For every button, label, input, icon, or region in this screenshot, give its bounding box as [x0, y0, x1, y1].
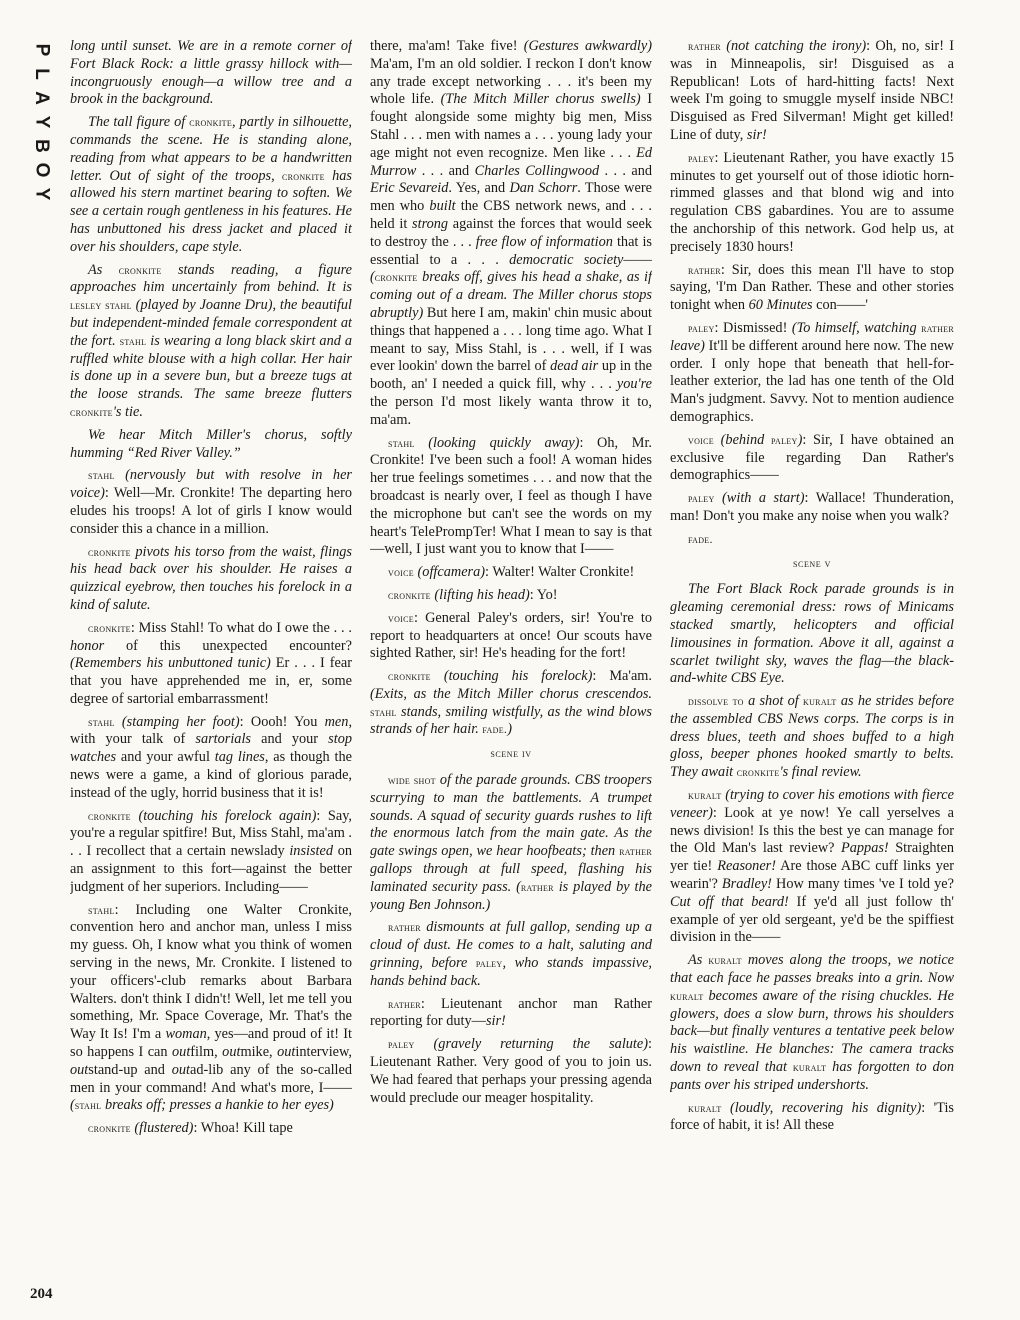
paragraph: stahl (stamping her foot): Oooh! You men, with your talk of sartorials and your stop watches and your awful tag lines, as though the news were a game, a kind of glorious parade, instead of the ugly, horrid business that it is! — [70, 713, 352, 801]
paragraph: voice: General Paley's orders, sir! You're to report to headquarters at once! Our scouts have sighted Rather, sir! He's heading for the fort! — [370, 609, 652, 662]
paragraph: paley (with a start): Wallace! Thunderation, man! Don't you make any noise when you walk? — [670, 490, 954, 524]
paragraph: As kuralt moves along the troops, we notice that each face he passes breaks into a grin. Now kuralt becomes aware of the rising chuckles. He glowers, does a slow burn, throws his shoulders back—but finally ventures a tentative peek below his waistline. He blanches: The camera tracks down to reveal that kuralt has forgotten to don pants over his striped undershorts. — [670, 952, 954, 1093]
masthead-letter: P — [31, 43, 52, 57]
paragraph: rather: Lieutenant anchor man Rather reporting for duty—sir! — [370, 995, 652, 1030]
masthead-letter: B — [30, 139, 52, 153]
paragraph: We hear Mitch Miller's chorus, softly humming “Red River Valley.” — [70, 426, 352, 461]
paragraph: stahl: Including one Walter Cronkite, convention hero and anchor man, unless I miss my guess. Oh, I know what you think of women serving in the news, Mr. Cronkite. I listened to your officers'-club remarks about Barbara Walters. don't think I didn't! Well, let me tell you something, Mr. Space Coverage, Mr. That's the Way It Is! I'm a woman, yes—and proud of it! It so happens I can outfilm, outmike, outinterview, outstand-up and outad-lib any of the so-called men in your command! And what's more, I—— (stahl breaks off; presses a hankie to her eyes) — [70, 901, 352, 1114]
scene-heading: scene v — [792, 557, 832, 570]
paragraph: fade. — [688, 531, 713, 546]
paragraph: stahl (nervously but with resolve in her voice): Well—Mr. Cronkite! The departing hero eludes his troops! A lot of girls I know would consider this a chance in a million. — [70, 467, 352, 537]
paragraph: The tall figure of cronkite, partly in silhouette, commands the scene. He is standing alone, reading from what appears to be a handwritten letter. Out of sight of the troops, cronkite has allowed his stern martinet bearing to soften. We see a certain rough gentleness in his features. He has unbuttoned his dress jacket and placed it over his shoulders, cape style. — [70, 114, 352, 255]
paragraph: kuralt (trying to cover his emotions with fierce veneer): Look at ye now! Ye call yerselves a news division! Is this the best ye can manage for the Old Man's last review? Pappas! Straighten yer tie! Reasoner! Are those ABC cuff links yer wearin'? Bradley! How many times 've I told ye? Cut off that beard! If ye'd all just follow th' example of yer old sergeant, ye'd be the spiffiest division in the—— — [670, 787, 954, 946]
masthead-letter: Y — [31, 115, 52, 129]
masthead-letter: Y — [31, 187, 52, 201]
paragraph: rather: Sir, does this mean I'll have to stop saying, 'I'm Dan Rather. These and other stories tonight when 60 Minutes con——' — [670, 261, 954, 314]
paragraph: dissolve to a shot of kuralt as he strides before the assembled CBS News corps. The corps is in dress blues, teeth and shoes buffed to a high gloss, beeper phones hooked smartly to belts. They await cronkite's final review. — [670, 693, 954, 781]
paragraph: cronkite (flustered): Whoa! Kill tape — [88, 1120, 293, 1137]
paragraph: cronkite: Miss Stahl! To what do I owe the . . . honor of this unexpected encounter? (Remembers his unbuttoned tunic) Er . . . I fear that you have apprehended me in, er, some degree of sartorial embarrassment! — [70, 619, 352, 707]
paragraph: stahl (looking quickly away): Oh, Mr. Cronkite! I've been such a fool! A woman hides her true feelings sometimes . . . and now that the broadcast is nearly over, I feel as though I have the microphone but can't see the words on my heart's TelePrompTer! What I mean to say is that—well, I just want you to know that I—— — [370, 434, 652, 558]
paragraph: paley: Lieutenant Rather, you have exactly 15 minutes to get yourself out of those idiotic horn-rimmed glasses and that blond wig and into regulation CBS gabardines. You are to assume the anchorship of this network. God help us, at precisely 1830 hours! — [670, 149, 954, 255]
paragraph: kuralt (loudly, recovering his dignity): 'Tis force of habit, it is! All these — [670, 1099, 954, 1134]
paragraph: voice (offcamera): Walter! Walter Cronkite! — [388, 564, 635, 581]
paragraph: cronkite pivots his torso from the waist, flings his head back over his shoulder. He raises a quizzical eyebrow, then touches his forelock in a kind of salute. — [70, 543, 352, 613]
masthead — [28, 38, 54, 206]
scene-heading: scene iv — [490, 748, 532, 761]
paragraph: The Fort Black Rock parade grounds is in gleaming ceremonial dress: rows of Minicams stacked smartly, helicopters and official limousines in formation. Above it all, against a scarlet twilight sky, waves the flag—the black-and-white CBS Eye. — [670, 581, 954, 687]
paragraph: As cronkite stands reading, a figure approaches him uncertainly from behind. It is lesley stahl (played by Joanne Dru), the beautiful but independent-minded female correspondent at the fort. stahl is wearing a long black skirt and a ruffled white blouse with a high collar. Her hair is done up in a severe bun, but a breeze tugs at the loose strands. The same breeze flutters cronkite's tie. — [70, 261, 352, 420]
page-number: 204 — [30, 1286, 53, 1302]
masthead-letter: A — [30, 91, 52, 105]
paragraph: long until sunset. We are in a remote corner of Fort Black Rock: a little grassy hillock with—incongruously enough—a willow tree and a brook in the background. — [70, 38, 352, 108]
column-1 — [70, 38, 352, 1308]
paragraph: there, ma'am! Take five! (Gestures awkwardly) Ma'am, I'm an old soldier. I reckon I don't know any trade except networking . . . it's been my whole life. (The Mitch Miller chorus swells) I fought alongside some mighty big men, Miss Stahl . . . men with names a . . . young lady your age might not even recognize. Men like . . . Ed Murrow . . . and Charles Collingwood . . . and Eric Sevareid. Yes, and Dan Schorr. Those were men who built the CBS network news, and . . . held it strong against the forces that would seek to destroy the . . . free flow of information that is essential to a . . . democratic society—— (cronkite breaks off, gives his head a shake, as if coming out of a dream. The Miller chorus stops abruptly) But here I am, makin' chin music about things that happened a . . . long time ago. What I meant to say, Miss Stahl, is . . . well, if I was ever lookin' down the barrel of dead air up in the booth, an' I needed a quick fill, why . . . you're the person I'd most likely wanta throw it to, ma'am. — [370, 38, 652, 428]
column-3 — [670, 38, 954, 1308]
column-2 — [370, 38, 652, 1308]
paragraph: cronkite (touching his forelock): Ma'am. (Exits, as the Mitch Miller chorus crescendos. stahl stands, smiling wistfully, as the wind blows strands of her hair. fade.) — [370, 668, 652, 738]
paragraph: rather dismounts at full gallop, sending up a cloud of dust. He comes to a halt, saluting and grinning, before paley, who stands impassive, hands behind back. — [370, 919, 652, 989]
paragraph: rather (not catching the irony): Oh, no, sir! I was in Minneapolis, sir! Disguised as a Republican! Lots of hard-hitting facts! Next week I'm going to smuggle myself inside NBC! Disguised as Fred Silverman! Might get killed! Line of duty, sir! — [670, 38, 954, 143]
paragraph: cronkite (touching his forelock again): Say, you're a regular spitfire! But, Miss Stahl, ma'am . . . I recollect that a certain newslady insisted on an assignment to this fort—against the better judgment of her superiors. Including—— — [70, 807, 352, 895]
paragraph: cronkite (lifting his head): Yo! — [388, 586, 558, 603]
paragraph: voice (behind paley): Sir, I have obtained an exclusive file regarding Dan Rather's demographics—— — [670, 431, 954, 484]
paragraph: paley (gravely returning the salute): Lieutenant Rather. Very good of you to join us. We had feared that perhaps your pressing agenda would preclude our meager hospitality. — [370, 1036, 652, 1106]
paragraph: paley: Dismissed! (To himself, watching rather leave) It'll be different around here now. The new order. I only hope that beneath that hell-for-leather exterior, the lad has one tenth of the Old Man's judgment. Savvy. Not to mention audience demographics. — [670, 319, 954, 425]
masthead-letter: O — [31, 162, 52, 178]
paragraph: wide shot of the parade grounds. CBS troopers scurrying to man the battlements. A trumpet sounds. A squad of security guards rushes to lift the enormous latch from the main gate. As the gate swings open, we hear hoofbeats; then rather gallops through at full speed, flashing his laminated security pass. (rather is played by the young Ben Johnson.) — [370, 772, 652, 913]
masthead-letter: L — [30, 68, 52, 80]
